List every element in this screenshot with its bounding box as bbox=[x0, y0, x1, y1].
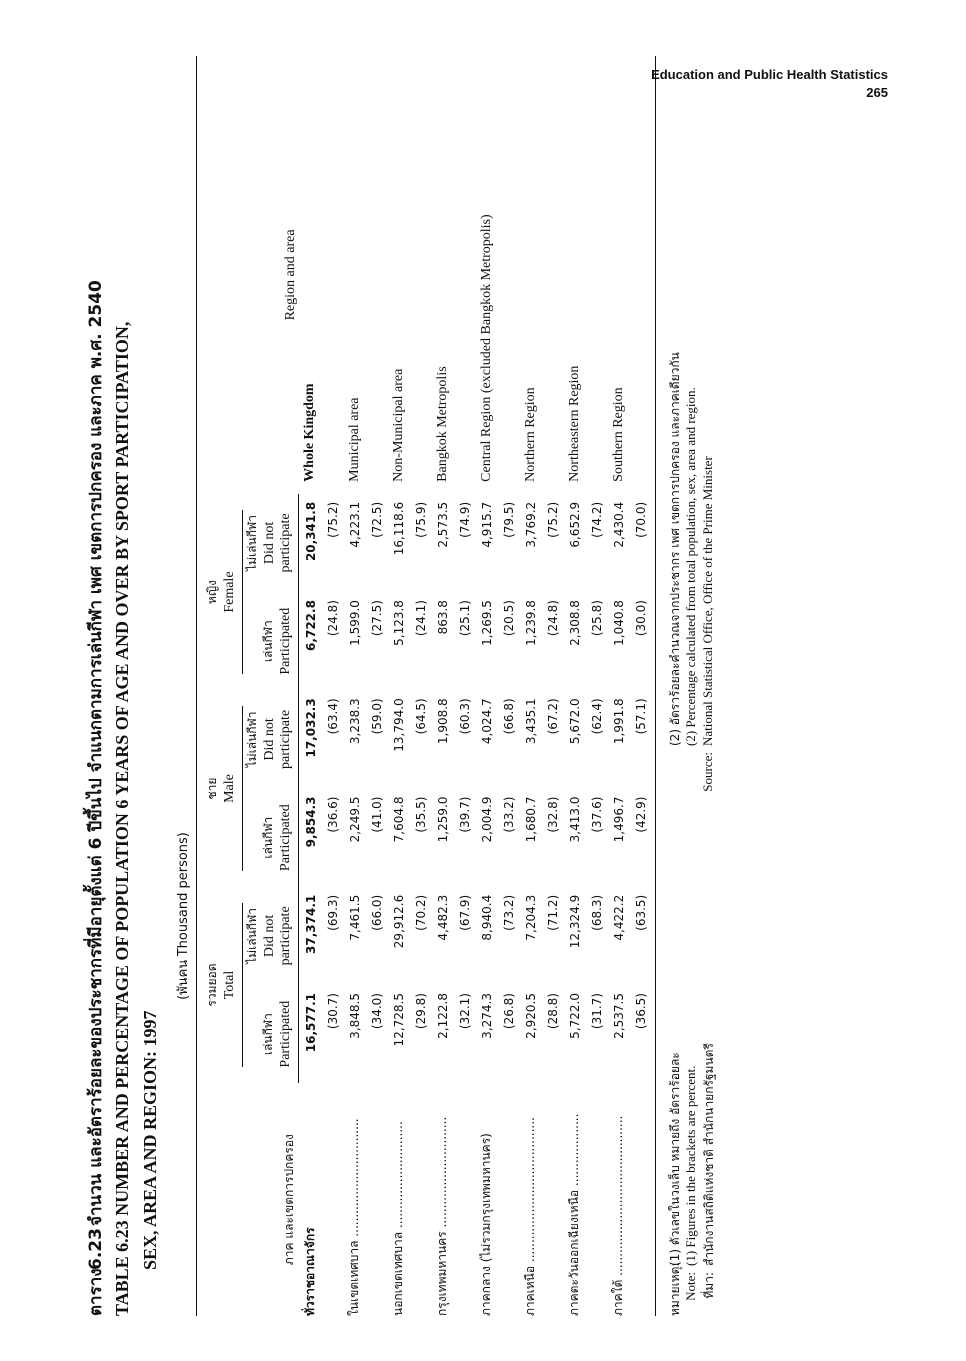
region-name-thai: นอกเขตเทศบาล ............................ bbox=[391, 1121, 405, 1316]
value-cell: 4,915.7 bbox=[479, 501, 494, 548]
percent-cell: (75.2) bbox=[325, 501, 340, 538]
table-row bbox=[431, 56, 454, 1316]
table-row bbox=[387, 56, 410, 1316]
value-cell: 2,004.9 bbox=[479, 796, 494, 843]
percent-cell: (75.2) bbox=[545, 501, 560, 538]
percent-cell: (37.6) bbox=[589, 796, 604, 833]
title-thai bbox=[82, 56, 112, 1316]
value-cell: 1,680.7 bbox=[523, 796, 538, 843]
notes-left: หมายเหตุ:(1) ตัวเลขในวงเล็บ หมายถึง อัตราร้อยละ Note:(1) Figures in the brackets are percent. ที่มา:สำนักงานสถิติแห่งชาติ สำนักนายกรัฐมนตรี bbox=[668, 1043, 716, 1316]
percent-cell: (24.8) bbox=[545, 600, 560, 637]
note-thai-2: (2) อัตราร้อยละคำนวณจากประชากร เพศ เขตการปกครอง และภาคเดียวกัน bbox=[668, 352, 682, 746]
percent-cell: (27.5) bbox=[369, 600, 384, 637]
group-header-total: รวมยอด Total bbox=[197, 887, 244, 1083]
value-cell: 6,722.8 bbox=[303, 600, 318, 651]
region-name-english: Municipal area bbox=[346, 397, 362, 482]
value-cell: 16,118.6 bbox=[391, 501, 406, 556]
percent-cell: (60.3) bbox=[457, 698, 472, 735]
table-row-percent bbox=[542, 56, 563, 1316]
percent-cell: (30.7) bbox=[325, 993, 340, 1030]
percent-cell: (32.1) bbox=[457, 993, 472, 1030]
region-name-english: Whole Kingdom bbox=[302, 383, 318, 482]
title-thai-number: 6.23 bbox=[86, 1228, 106, 1270]
percent-cell: (41.0) bbox=[369, 796, 384, 833]
table-row-percent bbox=[366, 56, 387, 1316]
data-table bbox=[196, 56, 656, 1316]
percent-cell: (31.7) bbox=[589, 993, 604, 1030]
value-cell: 20,341.8 bbox=[303, 501, 318, 562]
unit-thai: (พันคน bbox=[176, 959, 191, 1000]
value-cell: 863.8 bbox=[435, 600, 450, 635]
percent-cell: (24.8) bbox=[325, 600, 340, 637]
percent-cell: (35.5) bbox=[413, 796, 428, 833]
percent-cell: (59.0) bbox=[369, 698, 384, 735]
percent-cell: (42.9) bbox=[630, 789, 656, 887]
subheader-participated: เล่นกีฬา Participated bbox=[243, 789, 299, 887]
value-cell: 9,854.3 bbox=[303, 796, 318, 848]
source-thai: สำนักงานสถิติแห่งชาติ สำนักนายกรัฐมนตรี bbox=[702, 1043, 716, 1266]
subheader-did-not: ไม่เล่นกีฬา Did not participate bbox=[243, 690, 299, 788]
percent-cell: (39.7) bbox=[457, 796, 472, 833]
region-header-english: Region and area bbox=[197, 56, 299, 494]
value-cell: 4,422.2 bbox=[611, 894, 626, 941]
percent-cell: (69.3) bbox=[325, 894, 340, 931]
value-cell: 1,908.8 bbox=[435, 698, 450, 745]
value-cell: 7,461.5 bbox=[347, 894, 362, 941]
value-cell: 7,604.8 bbox=[391, 796, 406, 843]
page-number: 265 bbox=[866, 85, 888, 100]
note-english-1: (1) Figures in the brackets are percent. bbox=[683, 1065, 698, 1266]
percent-cell: (63.5) bbox=[630, 887, 656, 985]
region-name-english: Non-Municipal area bbox=[390, 368, 406, 482]
value-cell: 17,032.3 bbox=[303, 698, 318, 758]
percent-cell: (67.9) bbox=[457, 894, 472, 931]
region-name-thai: ภาคเหนือ ...................................... bbox=[523, 1117, 537, 1316]
table-row bbox=[563, 56, 586, 1316]
percent-cell: (70.2) bbox=[413, 894, 428, 931]
value-cell: 1,599.0 bbox=[347, 600, 362, 646]
percent-cell: (63.4) bbox=[325, 698, 340, 735]
note-thai-1: (1) ตัวเลขในวงเล็บ หมายถึง อัตราร้อยละ bbox=[668, 1052, 682, 1266]
subheader-did-not: ไม่เล่นกีฬา Did not participate bbox=[243, 494, 299, 592]
table-row-percent bbox=[410, 56, 431, 1316]
unit-english: Thousand persons) bbox=[176, 832, 191, 957]
value-cell: 1,269.5 bbox=[479, 600, 494, 646]
percent-cell: (25.8) bbox=[589, 600, 604, 637]
value-cell: 1,040.8 bbox=[611, 600, 626, 646]
percent-cell: (57.1) bbox=[630, 690, 656, 788]
title-english-line1: TABLE 6.23 NUMBER AND PERCENTAGE OF POPULATION 6 YEARS OF AGE AND OVER BY SPORT PARTICIPATION, bbox=[112, 321, 132, 1316]
percent-cell: (20.5) bbox=[501, 600, 516, 637]
table-row bbox=[475, 56, 498, 1316]
table-row-percent bbox=[454, 56, 475, 1316]
percent-cell: (24.1) bbox=[413, 600, 428, 637]
percent-cell: (75.9) bbox=[413, 501, 428, 538]
percent-cell: (66.0) bbox=[369, 894, 384, 931]
percent-cell: (36.6) bbox=[325, 796, 340, 833]
value-cell: 16,577.1 bbox=[303, 993, 318, 1053]
header-row-groups bbox=[197, 56, 244, 1316]
value-cell: 29,912.6 bbox=[391, 894, 406, 949]
percent-cell: (33.2) bbox=[501, 796, 516, 833]
value-cell: 2,537.5 bbox=[611, 993, 626, 1039]
value-cell: 5,722.0 bbox=[567, 993, 582, 1039]
percent-cell: (73.2) bbox=[501, 894, 516, 931]
value-cell: 3,848.5 bbox=[347, 993, 362, 1039]
value-cell: 1,991.8 bbox=[611, 698, 626, 745]
source-english: National Statistical Office, Office of the Prime Minister bbox=[700, 456, 715, 746]
percent-cell: (28.8) bbox=[545, 993, 560, 1030]
percent-cell: (67.2) bbox=[545, 698, 560, 735]
group-header-female: หญิง Female bbox=[197, 494, 244, 690]
subheader-did-not: ไม่เล่นกีฬา Did not participate bbox=[243, 887, 299, 985]
table-document bbox=[82, 56, 746, 1316]
percent-cell: (72.5) bbox=[369, 501, 384, 538]
percent-cell: (36.5) bbox=[630, 985, 656, 1083]
notes-right: (2) อัตราร้อยละคำนวณจากประชากร เพศ เขตการปกครอง และภาคเดียวกัน (2) Percentage calculated from total population, sex, area and region. Source:National Statistical Office, Office of the Prime Minister bbox=[668, 352, 715, 792]
title-thai-label: ตาราง bbox=[86, 1268, 106, 1316]
table-row-percent bbox=[630, 56, 656, 1316]
percent-cell: (79.5) bbox=[501, 501, 516, 538]
percent-cell: (32.8) bbox=[545, 796, 560, 833]
table-row bbox=[299, 56, 323, 1316]
value-cell: 4,223.1 bbox=[347, 501, 362, 548]
value-cell: 2,430.4 bbox=[611, 501, 626, 548]
value-cell: 5,672.0 bbox=[567, 698, 582, 745]
region-name-thai: ทั่วราชอาณาจักร bbox=[302, 1227, 317, 1316]
value-cell: 2,249.5 bbox=[347, 796, 362, 843]
percent-cell: (64.5) bbox=[413, 698, 428, 735]
table-row bbox=[607, 56, 630, 1316]
percent-cell: (26.8) bbox=[501, 993, 516, 1030]
table-row-percent bbox=[498, 56, 519, 1316]
region-name-english: Northeastern Region bbox=[566, 365, 582, 482]
region-name-english: Northern Region bbox=[522, 387, 538, 482]
value-cell: 8,940.4 bbox=[479, 894, 494, 941]
value-cell: 1,259.0 bbox=[435, 796, 450, 843]
table-row-percent bbox=[586, 56, 607, 1316]
value-cell: 12,324.9 bbox=[567, 894, 582, 949]
percent-cell: (29.8) bbox=[413, 993, 428, 1030]
value-cell: 1,239.8 bbox=[523, 600, 538, 646]
region-name-thai: ภาคกลาง (ไม่รวมกรุงเทพมหานคร) bbox=[479, 1133, 493, 1316]
subheader-participated: เล่นกีฬา Participated bbox=[243, 985, 299, 1083]
value-cell: 7,204.3 bbox=[523, 894, 538, 941]
region-name-thai: ในเขตเทศบาล ............................... bbox=[347, 1118, 361, 1316]
percent-cell: (25.1) bbox=[457, 600, 472, 637]
group-header-male: ชาย Male bbox=[197, 690, 244, 886]
value-cell: 3,413.0 bbox=[567, 796, 582, 843]
note-english-2: (2) Percentage calculated from total population, sex, area and region. bbox=[683, 387, 698, 746]
value-cell: 2,122.8 bbox=[435, 993, 450, 1039]
value-cell: 6,652.9 bbox=[567, 501, 582, 548]
percent-cell: (30.0) bbox=[630, 592, 656, 690]
percent-cell: (71.2) bbox=[545, 894, 560, 931]
percent-cell: (74.9) bbox=[457, 501, 472, 538]
region-header-thai: ภาค และเขตการปกครอง bbox=[197, 1083, 299, 1316]
value-cell: 4,024.7 bbox=[479, 698, 494, 745]
percent-cell: (62.4) bbox=[589, 698, 604, 735]
value-cell: 2,920.5 bbox=[523, 993, 538, 1039]
region-name-english: Southern Region bbox=[610, 387, 626, 482]
title-english-line2: SEX, AREA AND REGION: 1997 bbox=[140, 1010, 160, 1270]
value-cell: 1,496.7 bbox=[611, 796, 626, 843]
region-name-thai: ภาคใต้ .......................................... bbox=[611, 1115, 625, 1316]
running-title: Education and Public Health Statistics bbox=[651, 67, 888, 82]
region-name-thai: ภาคตะวันออกเฉียงเหนือ ................... bbox=[567, 1113, 581, 1316]
percent-cell: (66.8) bbox=[501, 698, 516, 735]
value-cell: 13,794.0 bbox=[391, 698, 406, 752]
value-cell: 3,769.2 bbox=[523, 501, 538, 548]
subheader-participated: เล่นกีฬา Participated bbox=[243, 592, 299, 690]
value-cell: 2,573.5 bbox=[435, 501, 450, 548]
percent-cell: (68.3) bbox=[589, 894, 604, 931]
table-row bbox=[519, 56, 542, 1316]
value-cell: 3,274.3 bbox=[479, 993, 494, 1039]
table-row-percent bbox=[322, 56, 343, 1316]
value-cell: 5,123.8 bbox=[391, 600, 406, 646]
unit-label bbox=[172, 766, 196, 1066]
region-name-thai: กรุงเทพมหานคร ............................. bbox=[435, 1116, 449, 1316]
value-cell: 3,435.1 bbox=[523, 698, 538, 745]
table-row bbox=[343, 56, 366, 1316]
value-cell: 37,374.1 bbox=[303, 894, 318, 954]
percent-cell: (34.0) bbox=[369, 993, 384, 1030]
value-cell: 3,238.3 bbox=[347, 698, 362, 745]
value-cell: 12,728.5 bbox=[391, 993, 406, 1047]
title-thai-text: จำนวน และอัตราร้อยละของประชากรที่มีอายุตั้งแต่ 6 ปีขึ้นไป จำแนกตามการเล่นกีฬา เพศ เขตการปกครอง และภาค พ.ศ. 2540 bbox=[86, 280, 106, 1226]
value-cell: 2,308.8 bbox=[567, 600, 582, 646]
notes-section bbox=[666, 56, 746, 1316]
percent-cell: (70.0) bbox=[630, 494, 656, 592]
table-body bbox=[299, 56, 656, 1316]
percent-cell: (74.2) bbox=[589, 501, 604, 538]
value-cell: 4,482.3 bbox=[435, 894, 450, 941]
region-name-english: Bangkok Metropolis bbox=[434, 366, 450, 482]
region-name-english: Central Region (excluded Bangkok Metropolis) bbox=[478, 214, 494, 482]
